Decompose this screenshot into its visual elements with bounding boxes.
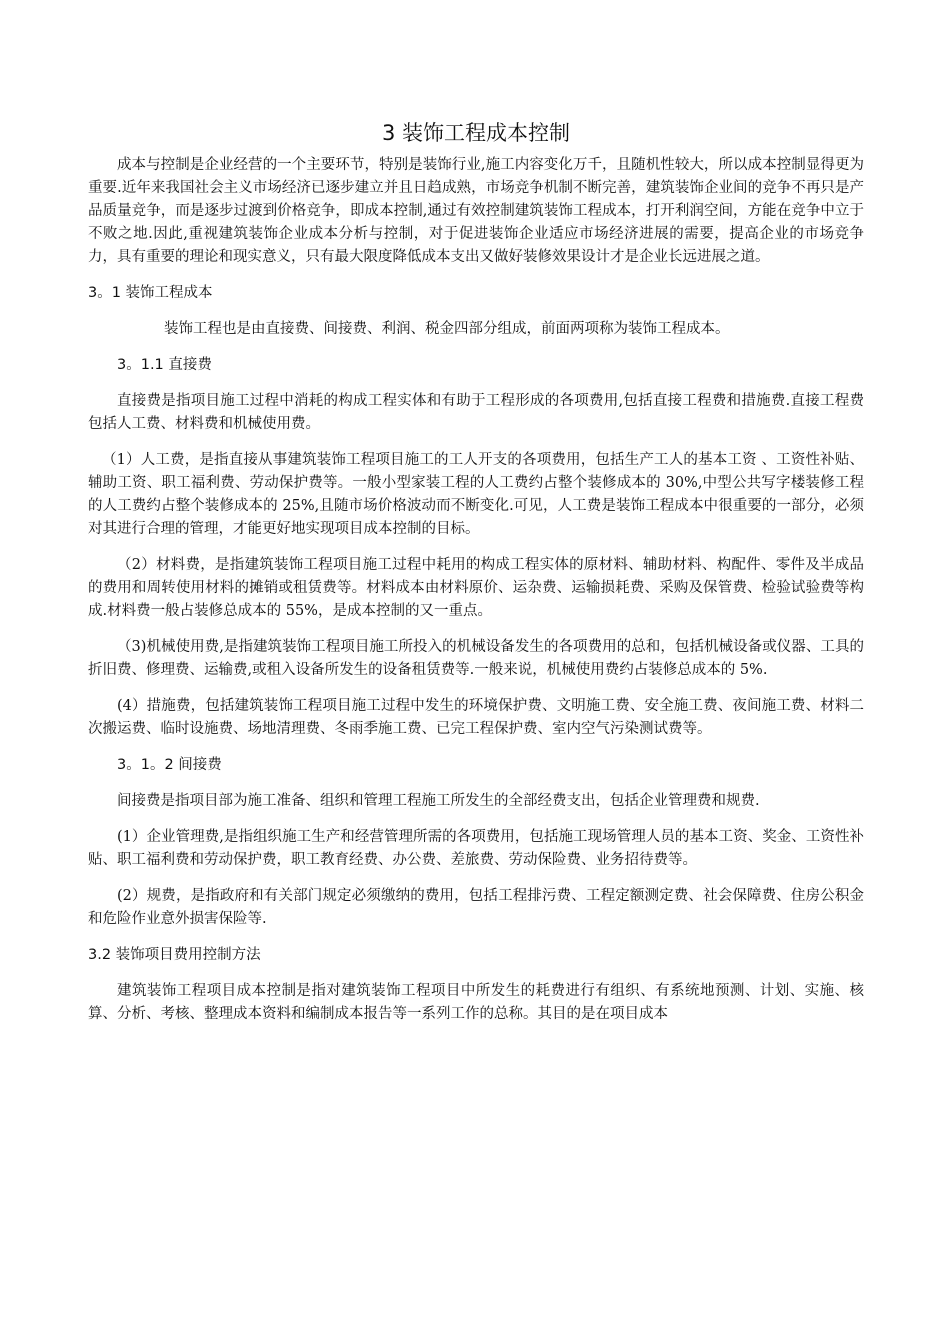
- management-fee-paragraph: (1）企业管理费,是指组织施工生产和经营管理所需的各项费用，包括施工现场管理人员的基本工资、奖金、工资性补贴、职工福利费和劳动保护费，职工教育经费、办公费、差旅费、劳动保险费、业务招待费等。: [88, 829, 864, 868]
- section-3-1-summary: 装饰工程也是由直接费、间接费、利润、税金四部分组成，前面两项称为装饰工程成本。: [164, 321, 730, 337]
- indirect-cost-definition: 间接费是指项目部为施工准备、组织和管理工程施工所发生的全部经费支出，包括企业管理费和规费.: [117, 793, 760, 809]
- section-heading-3-1-2: 3。1。2 间接费: [117, 757, 222, 773]
- machinery-cost-paragraph: （3)机械使用费,是指建筑装饰工程项目施工所投入的机械设备发生的各项费用的总和，包括机械设备或仪器、工具的折旧费、修理费、运输费,或租入设备所发生的设备租赁费等.一般来说，机械使用费约占装修总成本的 5%.: [88, 639, 864, 678]
- section-heading-3-1-1: 3。1.1 直接费: [117, 357, 212, 373]
- measures-cost-paragraph: (4）措施费，包括建筑装饰工程项目施工过程中发生的环境保护费、文明施工费、安全施工费、夜间施工费、材料二次搬运费、临时设施费、场地清理费、冬雨季施工费、已完工程保护费、室内空气污染测试费等。: [88, 698, 864, 737]
- section-heading-3-1: 3。1 装饰工程成本: [88, 285, 213, 301]
- document-title: 3 装饰工程成本控制: [381, 121, 571, 145]
- intro-paragraph: 成本与控制是企业经营的一个主要环节，特别是装饰行业,施工内容变化万千，且随机性较大，所以成本控制显得更为重要.近年来我国社会主义市场经济已逐步建立并且日趋成熟，市场竞争机制不断完善，建筑装饰企业间的竞争不再只是产品质量竞争，而是逐步过渡到价格竞争，即成本控制,通过有效控制建筑装饰工程成本，打开利润空间，方能在竞争中立于不败之地.因此,重视建筑装饰企业成本分析与控制，对于促进装饰企业适应市场经济进展的需要，提高企业的市场竞争力，具有重要的理论和现实意义，只有最大限度降低成本支出又做好装修效果设计才是企业长远进展之道。: [88, 157, 864, 265]
- material-cost-paragraph: （2）材料费，是指建筑装饰工程项目施工过程中耗用的构成工程实体的原材料、辅助材料、构配件、零件及半成品的费用和周转使用材料的摊销或租赁费等。材料成本由材料原价、运杂费、运输损耗费、采购及保管费、检验试验费等构成.材料费一般占装修总成本的 55%，是成本控制的又一重点。: [88, 557, 864, 619]
- cost-control-intro: 建筑装饰工程项目成本控制是指对建筑装饰工程项目中所发生的耗费进行有组织、有系统地预测、计划、实施、核算、分析、考核、整理成本资料和编制成本报告等一系列工作的总称。其目的是在项目成本: [88, 983, 864, 1022]
- regulatory-fee-paragraph: (2）规费，是指政府和有关部门规定必须缴纳的费用，包括工程排污费、工程定额测定费、社会保障费、住房公积金和危险作业意外损害保险等.: [88, 888, 864, 927]
- labor-cost-paragraph: （1）人工费，是指直接从事建筑装饰工程项目施工的工人开支的各项费用，包括生产工人的基本工资 、工资性补贴、辅助工资、职工福利费、劳动保护费等。一般小型家装工程的人工费约占整个装修成本的 30%,中型公共写字楼装修工程的人工费约占整个装修成本的 25%,且随市场价格波动而不断变化.可见，人工费是装饰工程成本中很重要的一部分，必须对其进行合理的管理，才能更好地实现项目成本控制的目标。: [88, 452, 864, 537]
- direct-cost-definition: 直接费是指项目施工过程中消耗的构成工程实体和有助于工程形成的各项费用,包括直接工程费和措施费.直接工程费包括人工费、材料费和机械使用费。: [88, 393, 864, 432]
- document-page: [88, 118, 864, 1026]
- section-heading-3-2: 3.2 装饰项目费用控制方法: [88, 947, 261, 963]
